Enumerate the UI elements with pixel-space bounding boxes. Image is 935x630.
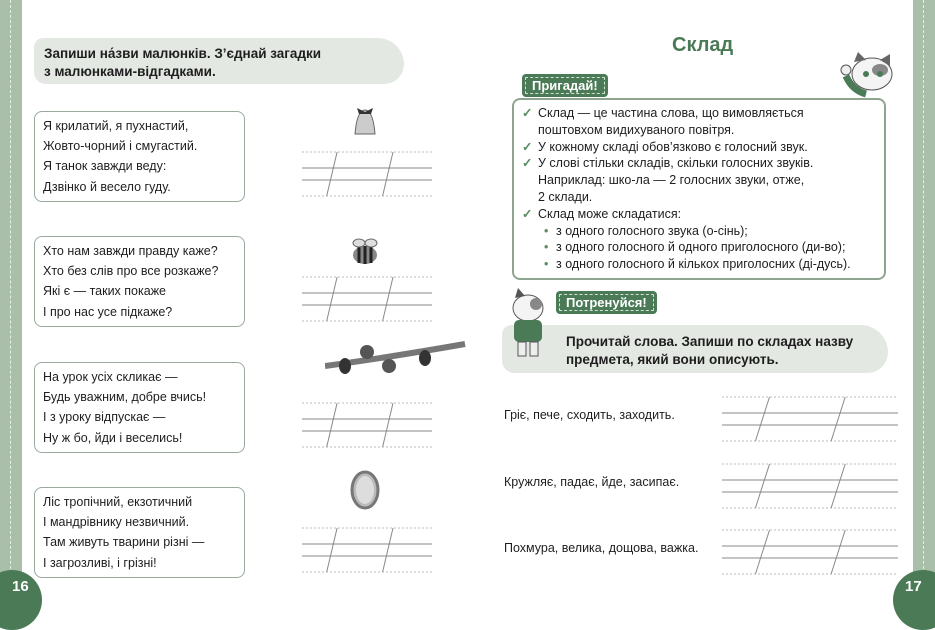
bell-icon [345, 104, 385, 144]
riddle-line: Жовто-чорний і смугастий. [43, 139, 198, 154]
riddle-line: Дзвінко й весело гуду. [43, 179, 171, 194]
exercise-words: Гріє, пече, сходить, заходить. [504, 408, 675, 422]
riddle-line: Хто нам завжди правду каже? [43, 244, 218, 258]
rule-item [522, 139, 876, 156]
riddle-line: Будь уважним, добре вчись! [43, 390, 207, 405]
riddle-line: І загрозливі, і грізні! [43, 555, 157, 570]
writing-lines[interactable] [302, 276, 432, 322]
bullet-icon: • [544, 240, 549, 255]
instruction-line: Прочитай слова. Запиши по складах назву [566, 334, 854, 349]
checkmark-icon: ✓ [522, 106, 533, 120]
cat-mascot-small-icon [506, 288, 554, 360]
instruction-panel [34, 38, 404, 84]
rule-item [522, 155, 876, 205]
monkeys-on-branch-icon [325, 336, 470, 384]
instruction-line: з малюнками-відгадками. [44, 64, 216, 79]
rule-line: Наприклад: шко-ла — 2 голосних звуки, отже, [538, 173, 805, 188]
riddle-line: Хто без слів про все розкаже? [43, 264, 219, 279]
sub-rule-text: з одного голосного й кількох приголосних (ді-дусь). [556, 257, 851, 272]
instruction-line: Запиши на́зви малюнків. З’єднай загадки [44, 46, 322, 61]
riddle-line: Я крилатий, я пухнастий, [43, 119, 189, 133]
bullet-icon: • [544, 257, 549, 272]
writing-lines[interactable] [302, 402, 432, 448]
writing-lines[interactable] [722, 463, 898, 509]
rule-line: У кожному складі обов’язково є голосний звук. [538, 139, 808, 154]
rule-item [522, 105, 876, 139]
checkmark-icon: ✓ [522, 206, 533, 221]
writing-lines[interactable] [722, 529, 898, 575]
page-title: Склад [672, 34, 734, 56]
riddle-line: І про нас усе підкаже? [43, 304, 173, 319]
rule-item [522, 206, 876, 223]
rule-line: У слові стільки складів, скільки голосних звуків. [538, 156, 814, 171]
bee-icon [345, 233, 385, 273]
sub-rule-item [522, 223, 876, 240]
page-number-left: 16 [0, 570, 42, 630]
practice-tab: Потренуйся! [556, 291, 657, 314]
writing-lines[interactable] [722, 396, 898, 442]
bullet-icon: • [544, 223, 549, 238]
riddle-box [34, 111, 245, 202]
riddle-line: Я танок завжди веду: [43, 159, 167, 174]
exercise-words: Похмура, велика, дощова, важка. [504, 541, 699, 555]
rule-line: Склад — це частина слова, що вимовляється [538, 106, 804, 120]
right-margin-strip [913, 0, 935, 609]
remember-tab: Пригадай! [522, 74, 608, 97]
checkmark-icon: ✓ [522, 139, 533, 154]
riddle-line: На урок усіх скликає — [43, 370, 178, 384]
riddle-box [34, 362, 245, 453]
rule-line: поштовхом видихуваного повітря. [538, 122, 735, 137]
page-number-right: 17 [893, 570, 935, 630]
mirror-icon [345, 470, 385, 510]
riddle-line: Які є — таких покаже [43, 284, 167, 299]
riddle-line: І мандрівнику незвичний. [43, 515, 190, 530]
riddle-line: І з уроку відпускає — [43, 410, 166, 425]
sub-rule-item [522, 256, 876, 273]
riddle-box [34, 487, 245, 578]
riddle-line: Ліс тропічний, екзотичний [43, 495, 193, 509]
instruction-line: предмета, який вони описують. [566, 352, 779, 367]
writing-lines[interactable] [302, 527, 432, 573]
sub-rule-item [522, 239, 876, 256]
cat-mascot-icon [836, 50, 896, 98]
exercise-words: Кружляє, падає, йде, засипає. [504, 475, 680, 489]
writing-lines[interactable] [302, 151, 432, 197]
left-margin-strip [0, 0, 22, 609]
riddle-line: Там живуть тварини різні — [43, 535, 205, 550]
checkmark-icon: ✓ [522, 156, 533, 171]
rules-box [512, 98, 886, 280]
practice-instruction-panel [502, 325, 888, 373]
sub-rule-text: з одного голосного й одного приголосного (ди-во); [556, 240, 846, 255]
rule-line: 2 склади. [538, 189, 593, 204]
sub-rule-text: з одного голосного звука (о-сінь); [556, 223, 748, 238]
riddle-box [34, 236, 245, 327]
rule-line: Склад може складатися: [538, 206, 682, 221]
riddle-line: Ну ж бо, йди і веселись! [43, 430, 183, 445]
